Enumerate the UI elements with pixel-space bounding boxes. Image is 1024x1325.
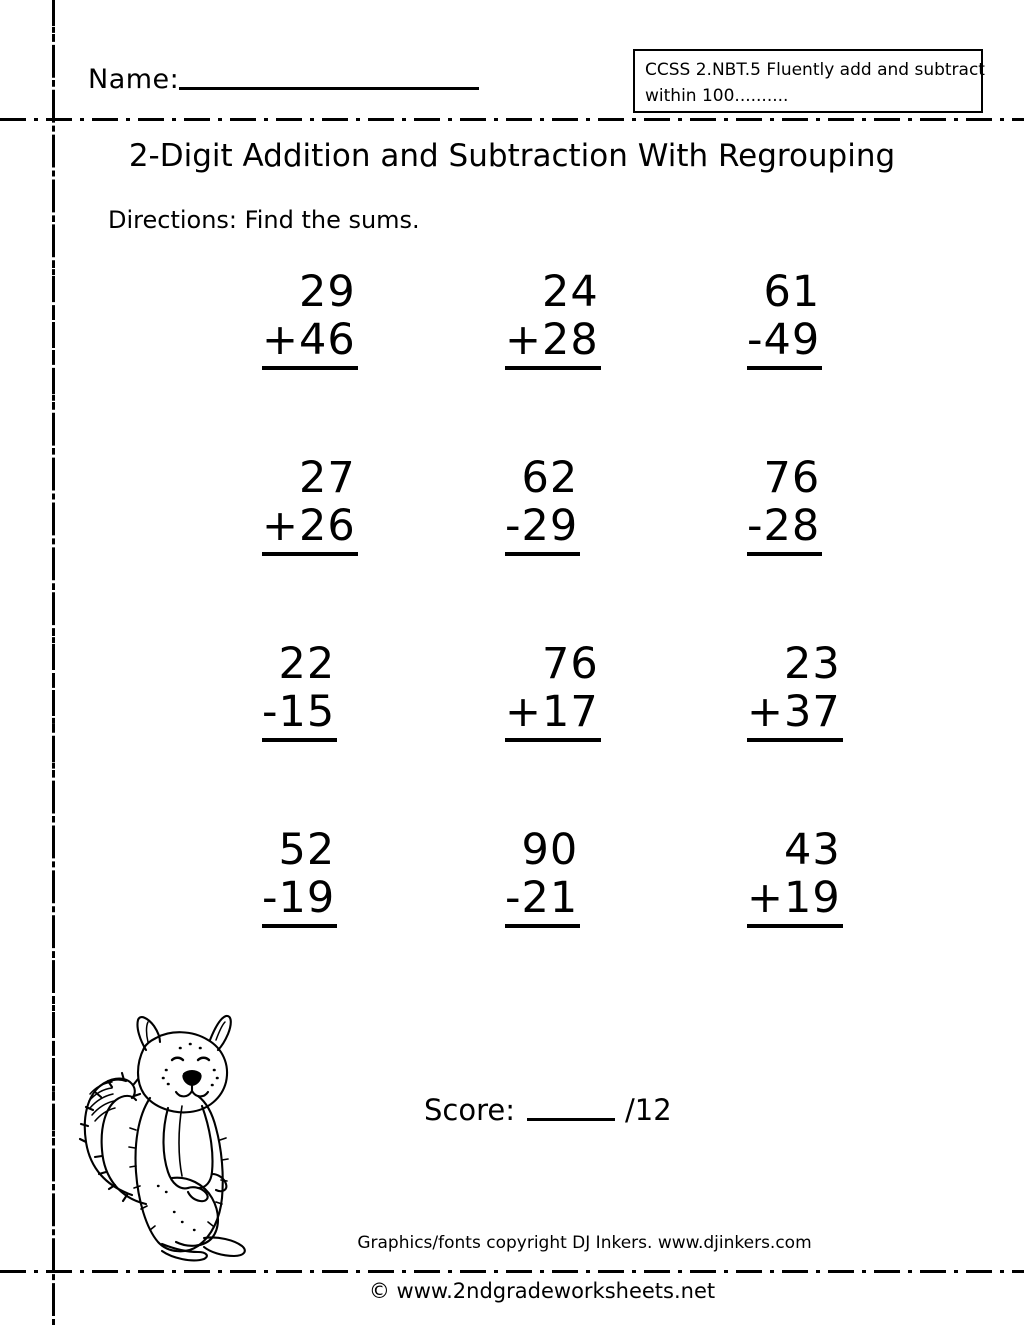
problem[interactable] (262, 454, 358, 556)
problem-addend-bottom: -28 (747, 502, 822, 556)
score-total: /12 (625, 1093, 672, 1127)
problem-addend-top: 76 (763, 453, 821, 503)
problem-addend-bottom: -15 (262, 688, 337, 742)
ccss-standard-box (633, 49, 983, 113)
problem-cell (430, 640, 675, 826)
problem-addend-bottom: +26 (262, 502, 358, 556)
problem-addend-bottom: -19 (262, 874, 337, 928)
problem-addend-bottom: +37 (747, 688, 843, 742)
problem-addend-top: 76 (542, 639, 599, 689)
problem-cell (675, 454, 920, 640)
site-credit: © www.2ndgradeworksheets.net (368, 1279, 716, 1303)
problem-addend-top: 90 (521, 825, 579, 875)
problem-addend-top: 27 (299, 453, 356, 503)
problem-cell (430, 268, 675, 454)
score-label: Score: (424, 1093, 515, 1127)
problem-addend-top: 24 (542, 267, 599, 317)
problem[interactable] (505, 826, 580, 928)
problem-addend-bottom: -49 (747, 316, 822, 370)
problem-cell (430, 454, 675, 640)
problem[interactable] (505, 640, 601, 742)
squirrel-illustration (62, 990, 277, 1265)
problem-row (0, 454, 1024, 640)
trim-line-horizontal-top (0, 118, 1024, 121)
ccss-line-2: within 100.......... (645, 86, 789, 107)
problem[interactable] (262, 640, 337, 742)
problem-cell (675, 268, 920, 454)
score-input-blank[interactable] (527, 1118, 615, 1121)
problem[interactable] (262, 268, 358, 370)
page-title: 2-Digit Addition and Subtraction With Regrouping (128, 138, 896, 174)
problem-row (0, 268, 1024, 454)
problems-grid (0, 268, 1024, 1012)
problem-addend-top: 29 (299, 267, 356, 317)
problem-cell (675, 826, 920, 1012)
problem[interactable] (747, 826, 843, 928)
problem-addend-top: 52 (278, 825, 336, 875)
directions-text: Directions: Find the sums. (108, 206, 420, 234)
problem-addend-bottom: +46 (262, 316, 358, 370)
problem-addend-top: 62 (521, 453, 579, 503)
name-label: Name: (88, 64, 180, 95)
problem-addend-bottom: +19 (747, 874, 843, 928)
problem[interactable] (505, 268, 601, 370)
problem-cell (185, 640, 430, 826)
problem-cell (185, 268, 430, 454)
problem[interactable] (747, 640, 843, 742)
trim-line-horizontal-bottom (0, 1270, 1024, 1273)
problem-cell (185, 454, 430, 640)
problem-addend-top: 23 (784, 639, 841, 689)
problem-addend-top: 43 (784, 825, 841, 875)
score-row (424, 1093, 672, 1127)
problem[interactable] (262, 826, 337, 928)
problem[interactable] (747, 454, 822, 556)
problem-addend-top: 22 (278, 639, 336, 689)
problem-addend-bottom: +28 (505, 316, 601, 370)
problem-addend-bottom: -29 (505, 502, 580, 556)
problem[interactable] (747, 268, 822, 370)
name-input-blank[interactable] (179, 87, 479, 90)
problem[interactable] (505, 454, 580, 556)
problem-cell (675, 640, 920, 826)
problem-row (0, 640, 1024, 826)
problem-addend-bottom: -21 (505, 874, 580, 928)
problem-cell (430, 826, 675, 1012)
problem-cell (185, 826, 430, 1012)
ccss-line-1: CCSS 2.NBT.5 Fluently add and subtract (645, 60, 985, 80)
problem-row (0, 826, 1024, 1012)
graphics-credit: Graphics/fonts copyright DJ Inkers. www.djinkers.com (357, 1233, 812, 1253)
problem-addend-top: 61 (763, 267, 821, 317)
name-field-row (88, 66, 479, 93)
problem-addend-bottom: +17 (505, 688, 601, 742)
